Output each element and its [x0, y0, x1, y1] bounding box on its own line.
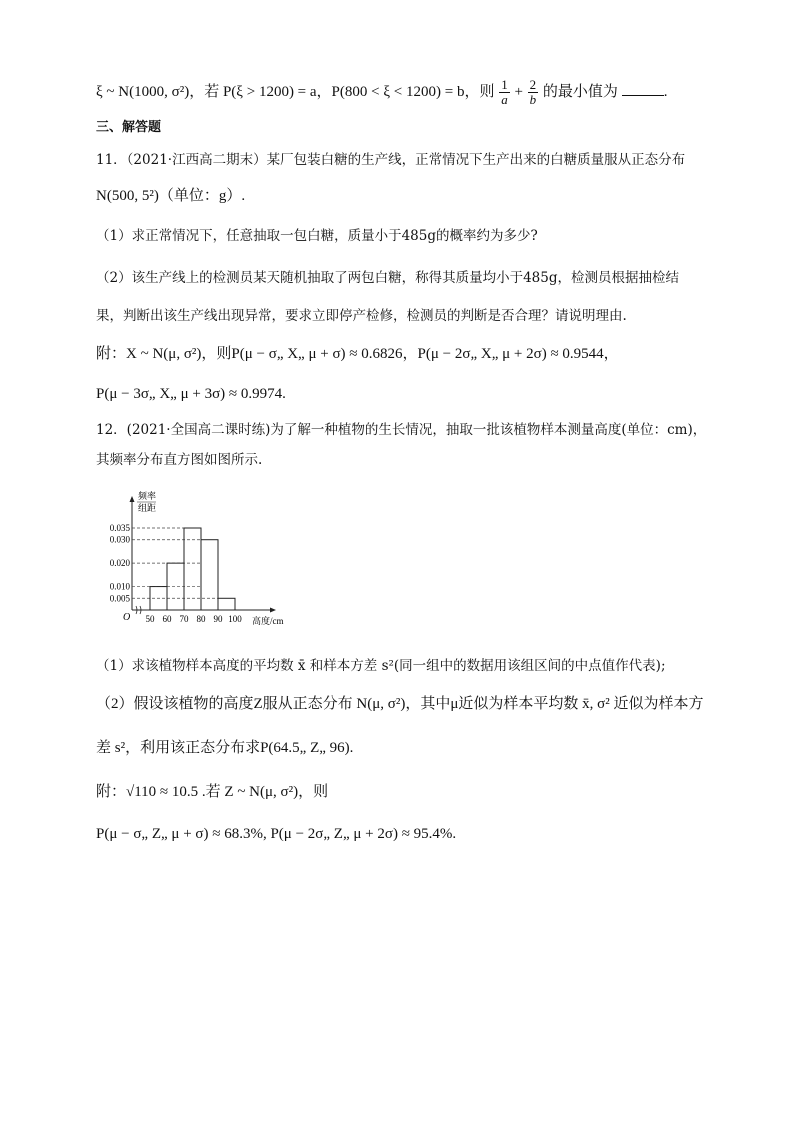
bar-70-80 [184, 528, 201, 610]
x-axis-label: 高度/cm [252, 616, 284, 626]
q12-part2-line2: 差 s²，利用该正态分布求P(64.5„ Z„ 96). [96, 740, 354, 756]
q12-appendix-line2: P(μ − σ„ Z„ μ + σ) ≈ 68.3%, P(μ − 2σ„ Z„ μ + 2σ) ≈ 95.4%. [96, 826, 457, 842]
y-tick-0.030: 0.030 [109, 534, 130, 545]
q11-appendix-line2: P(μ − 3σ„ X„ μ + 3σ) ≈ 0.9974. [96, 386, 286, 402]
x-tick-50: 50 [145, 614, 155, 624]
q12-intro-line2: 其频率分布直方图如图所示. [96, 452, 263, 468]
y-axis-label-bottom: 组距 [138, 503, 157, 513]
fill-in-question-line: ξ ~ N(1000, σ²)，若 P(ξ > 1200) = a，P(800 < ξ < 1200) = b，则 $\frac{1}{a}$ + $\frac{2}{b}$ 的最小值为 . [96, 77, 668, 107]
answer-blank[interactable] [622, 83, 664, 96]
q11-distribution: N(500, 5²)（单位：g）. [96, 188, 246, 204]
q11-appendix-line1: 附：X ~ N(μ, σ²)，则P(μ − σ„ X„ μ + σ) ≈ 0.6826，P(μ − 2σ„ X„ μ + 2σ) ≈ 0.9544， [96, 346, 619, 362]
x-tick-70: 70 [179, 614, 189, 624]
q11-part2-line2: 果，判断出该生产线出现异常，要求立即停产检修，检测员的判断是否合理？请说明理由. [96, 308, 627, 324]
y-tick-0.020: 0.020 [109, 558, 130, 569]
q12-part1: （1）求该植物样本高度的平均数 x̄ 和样本方差 s²(同一组中的数据用该组区间的中点值作代表); [96, 658, 666, 674]
bar-80-90 [201, 540, 218, 610]
section-heading: 三、解答题 [96, 120, 162, 135]
q12-appendix-line1: 附：√110 ≈ 10.5 .若 Z ~ N(μ, σ²)，则 [96, 784, 329, 800]
y-axis-label-top: 频率 [138, 491, 157, 501]
q11-intro: 11．（2021·江西高二期末）某厂包装白糖的生产线，正常情况下生产出来的白糖质量服从正态分布 [96, 152, 686, 168]
q12-intro-line1: 12．(2021·全国高二课时练)为了解一种植物的生长情况，抽取一批该植物样本测量高度(单位：cm)， [96, 422, 707, 438]
x-tick-80: 80 [196, 614, 206, 624]
frequency-histogram [100, 488, 300, 638]
q11-part2-line1: （2）该生产线上的检测员某天随机抽取了两包白糖，称得其质量均小于485g，检测员根据抽检结 [96, 270, 679, 286]
fraction-2-over-b: $\frac{2}{b}$ [529, 77, 537, 107]
y-tick-0.035: 0.035 [109, 523, 130, 533]
question-text-pre: ξ ~ N(1000, σ²)，若 P(ξ > 1200) = a，P(800 < ξ < 1200) = b，则 [96, 83, 495, 100]
x-axis-arrow [270, 608, 276, 613]
fraction-1-over-a: $\frac{1}{a}$ [501, 77, 508, 107]
q12-part2-line1: （2）假设该植物的高度Z服从正态分布 N(μ, σ²)，其中μ近似为样本平均数 x̄, σ² 近似为样本方 [96, 696, 704, 712]
x-tick-100: 100 [228, 614, 242, 624]
y-tick-0.010: 0.010 [109, 581, 130, 592]
x-tick-90: 90 [213, 614, 223, 624]
y-tick-0.005: 0.005 [109, 593, 130, 604]
bar-90-100 [218, 598, 235, 610]
origin-label: O [123, 612, 131, 623]
q11-part1: （1）求正常情况下，任意抽取一包白糖，质量小于485g的概率约为多少? [96, 228, 538, 244]
x-tick-60: 60 [162, 614, 172, 624]
plus-sign: + [514, 83, 523, 100]
y-axis-arrow [130, 496, 135, 502]
question-text-post: 的最小值为 [542, 83, 618, 100]
